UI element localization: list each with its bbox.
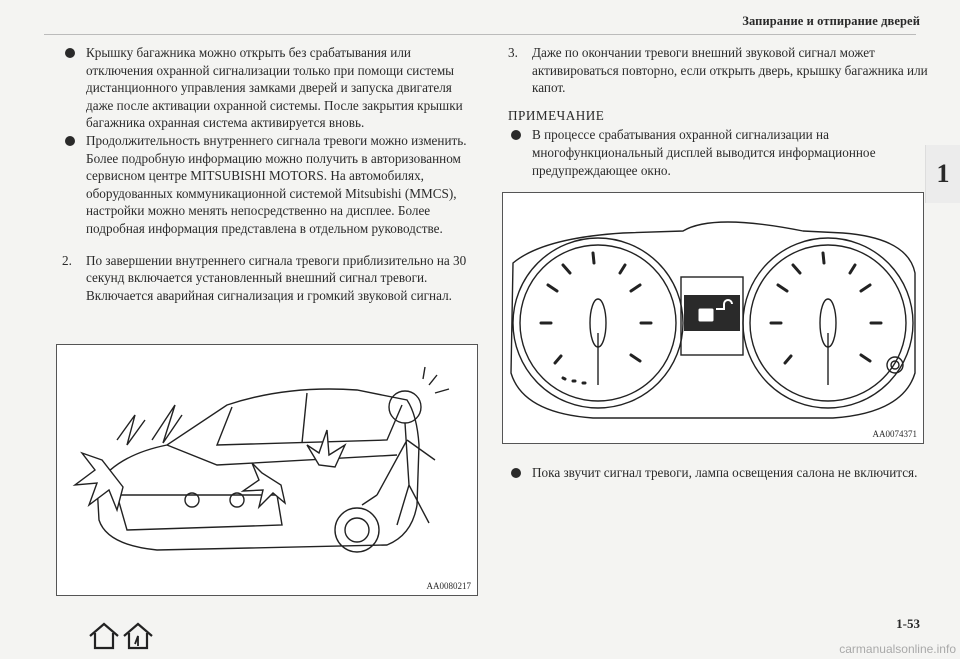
- bullet-text: В процессе срабатывания охранной сигнализации на многофункциональный дисплей выводится информационное предупреждающее окно.: [532, 127, 876, 178]
- step-3: [508, 44, 928, 97]
- home-icon[interactable]: [90, 624, 118, 648]
- figure-instrument-cluster: [502, 192, 924, 444]
- step-text: Даже по окончании тревоги внешний звуковой сигнал может активироваться повторно, если открыть дверь, крышку багажника или капот.: [532, 45, 928, 96]
- bullet-text: Крышку багажника можно открыть без срабатывания или отключения охранной сигнализации только при помощи системы дистанционного управления замками дверей и запуска двигателя даже после активации охранной системы. После закрытия крышки багажника охранная система активируется вновь.: [86, 45, 463, 131]
- instrument-cluster-illustration: [503, 193, 923, 443]
- bullet-dot-icon: [65, 136, 75, 146]
- header-divider: [44, 34, 916, 35]
- chapter-tab: 1: [925, 145, 960, 203]
- left-column: [62, 44, 480, 304]
- running-header: Запирание и отпирание дверей: [742, 14, 920, 28]
- chapter-home-icon[interactable]: [124, 624, 152, 648]
- figure-code: AA0074371: [872, 429, 917, 439]
- figure-code: AA0080217: [426, 581, 471, 591]
- bullet-alarm-duration: [62, 132, 480, 238]
- bullet-dot-icon: [65, 48, 75, 58]
- car-alarm-illustration: [57, 345, 477, 595]
- step-2: [62, 252, 480, 305]
- page-number: 1-53: [896, 616, 920, 631]
- watermark: carmanualsonline.info: [839, 642, 956, 656]
- bullet-dot-icon: [511, 468, 521, 478]
- bullet-trunk-lid: [62, 44, 480, 132]
- step-number: 2.: [62, 252, 72, 268]
- bullet-dot-icon: [511, 130, 521, 140]
- right-column: [508, 44, 928, 179]
- note-heading: ПРИМЕЧАНИЕ: [508, 107, 605, 123]
- figure-car-alarm: [56, 344, 478, 596]
- step-text: По завершении внутреннего сигнала тревоги приблизительно на 30 секунд включается установленный внешний сигнал тревоги. Включается аварийная сигнализация и громкий звуковой сигнал.: [86, 252, 467, 303]
- bullet-note: [508, 126, 928, 179]
- bullet-text: Продолжительность внутреннего сигнала тревоги можно изменить. Более подробную информацию можно получить в авторизованном сервисном центре MITSUBISHI MOTORS. На автомобилях, оборудованных коммуникационной системой Mitsubishi (MMCS), настройки можно менять непосредственно на дисплее. Более подробная информация представлена в отдельном руководстве.: [86, 132, 467, 236]
- step-number: 3.: [508, 45, 518, 60]
- bullet-interior-lamp: [508, 464, 928, 482]
- bullet-text: Пока звучит сигнал тревоги, лампа освещения салона не включится.: [532, 465, 918, 480]
- home-navigation[interactable]: [88, 622, 158, 655]
